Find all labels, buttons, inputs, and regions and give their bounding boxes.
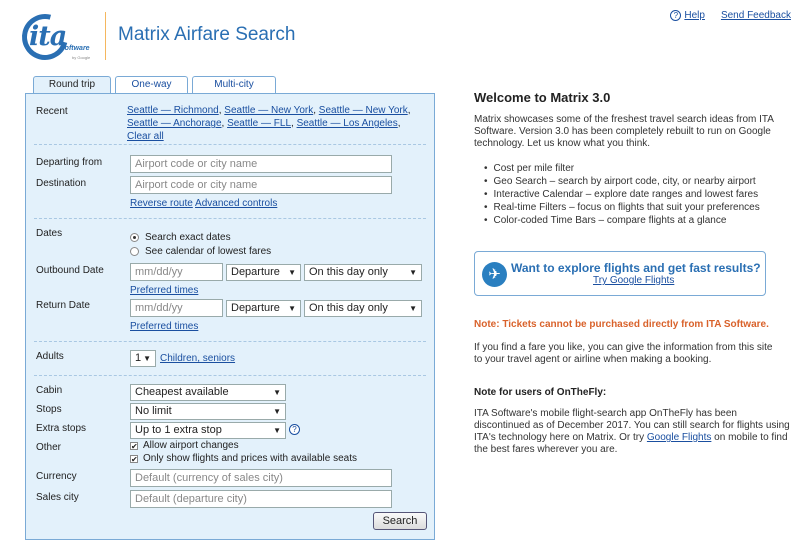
clear-all-link[interactable]: Clear all — [127, 131, 164, 142]
section-divider — [34, 144, 426, 145]
send-feedback-link[interactable]: Send Feedback — [720, 10, 791, 21]
chevron-down-icon: ▼ — [409, 304, 417, 313]
allow-airport-changes-checkbox[interactable]: ✔ Allow airport changes — [131, 440, 239, 451]
tab-multi-city[interactable]: Multi-city — [192, 76, 276, 93]
extra-stops-help-icon[interactable]: ? — [289, 424, 300, 435]
chevron-down-icon: ▼ — [288, 268, 296, 277]
adults-label: Adults — [36, 351, 64, 362]
radio-unselected-icon[interactable] — [130, 247, 139, 256]
extra-stops-label: Extra stops — [36, 423, 87, 434]
booking-note: If you find a fare you like, you can give the information from this site to your travel agent or airline when making a booking. — [474, 342, 773, 365]
ita-software-logo — [22, 14, 94, 60]
list-item: • Geo Search – search by airport code, city, or nearby airport — [484, 175, 774, 188]
list-item: • Cost per mile filter — [484, 162, 774, 175]
outbound-flex-select[interactable]: On this day only ▼ — [304, 264, 422, 281]
only-available-seats-checkbox[interactable]: ✔ Only show flights and prices with available seats — [131, 453, 357, 464]
recent-searches: Seattle — Richmond, Seattle — New York, Seattle — New York, Seattle — Anchorage, Seattle — FLL, Seattle — Los Angeles, Clear all — [127, 105, 411, 142]
tab-round-trip[interactable]: Round trip — [33, 76, 111, 94]
radio-selected-icon[interactable] — [130, 233, 139, 242]
onthefly-note: ITA Software's mobile flight-search app OnTheFly has been discontinued as of December 2017. You can still search for flights using ITA's technology here on Matrix. Or try Google Flights on mobile to find the best fares wherever you are. — [474, 408, 790, 455]
search-form-panel — [25, 93, 435, 540]
trip-type-tabs — [33, 76, 276, 94]
return-type-select[interactable]: Departure ▼ — [226, 300, 301, 317]
outbound-date-input[interactable] — [130, 263, 223, 281]
list-item: • Real-time Filters – focus on flights that suit your preferences — [484, 201, 774, 214]
recent-search-link[interactable]: Seattle — Los Angeles — [296, 118, 398, 129]
sales-city-label: Sales city — [36, 492, 79, 503]
chevron-down-icon: ▼ — [273, 426, 281, 435]
recent-label: Recent — [36, 106, 68, 117]
return-date-input[interactable] — [130, 299, 223, 317]
google-flights-link[interactable]: Google Flights — [646, 432, 712, 443]
chevron-down-icon: ▼ — [273, 388, 281, 397]
list-item: • Color-coded Time Bars – compare flights at a glance — [484, 214, 774, 227]
dates-label: Dates — [36, 228, 63, 239]
destination-input[interactable] — [130, 176, 392, 194]
return-flex-select[interactable]: On this day only ▼ — [304, 300, 422, 317]
welcome-title: Welcome to Matrix 3.0 — [474, 90, 611, 105]
radio-exact-dates[interactable]: Search exact dates — [130, 232, 231, 243]
advanced-controls-link[interactable]: Advanced controls — [195, 198, 278, 209]
cabin-select[interactable]: Cheapest available ▼ — [130, 384, 286, 401]
recent-search-link[interactable]: Seattle — Richmond — [127, 105, 219, 116]
currency-input[interactable] — [130, 469, 392, 487]
stops-select[interactable]: No limit ▼ — [130, 403, 286, 420]
other-label: Other — [36, 442, 62, 453]
logo-text: ita — [29, 21, 67, 52]
tab-one-way[interactable]: One-way — [115, 76, 188, 93]
google-flights-promo — [474, 251, 766, 296]
section-divider — [34, 218, 426, 219]
recent-search-link[interactable]: Seattle — Anchorage — [127, 118, 222, 129]
top-links — [670, 10, 791, 21]
return-preferred-times-link[interactable]: Preferred times — [130, 321, 199, 332]
chevron-down-icon: ▼ — [409, 268, 417, 277]
purchase-note: Note: Tickets cannot be purchased directly from ITA Software. — [474, 319, 769, 330]
promo-question: Want to explore flights and get fast results? — [511, 261, 761, 275]
destination-label: Destination — [36, 178, 87, 189]
logo-by-google: by Google — [72, 55, 91, 60]
radio-calendar[interactable]: See calendar of lowest fares — [130, 246, 271, 257]
airplane-icon: ✈ — [482, 262, 507, 287]
logo-subtext: Software — [60, 45, 90, 52]
onthefly-note-title: Note for users of OnTheFly: — [474, 387, 607, 398]
checkbox-checked-icon[interactable]: ✔ — [131, 441, 138, 451]
recent-search-link[interactable]: Seattle — New York — [318, 105, 408, 116]
departing-input[interactable] — [130, 155, 392, 173]
help-icon[interactable]: ? — [670, 10, 681, 21]
outbound-preferred-times-link[interactable]: Preferred times — [130, 285, 199, 296]
chevron-down-icon: ▼ — [273, 407, 281, 416]
extra-stops-select[interactable]: Up to 1 extra stop ▼ — [130, 422, 286, 439]
chevron-down-icon: ▼ — [143, 354, 151, 363]
outbound-date-label: Outbound Date — [36, 265, 104, 276]
children-seniors-link[interactable]: Children, seniors — [160, 353, 236, 364]
cabin-label: Cabin — [36, 385, 63, 396]
return-date-label: Return Date — [36, 300, 90, 311]
stops-label: Stops — [36, 404, 62, 415]
recent-search-link[interactable]: Seattle — New York — [224, 105, 314, 116]
checkbox-checked-icon[interactable]: ✔ — [131, 454, 138, 464]
welcome-section — [474, 90, 774, 227]
currency-label: Currency — [36, 471, 77, 482]
adults-select[interactable]: 1 ▼ — [130, 350, 156, 367]
section-divider — [34, 375, 426, 376]
welcome-text: Matrix showcases some of the freshest travel search ideas from ITA Software. Version 3.0 has been completely rebuilt to run on Google technology. Let us know what you think. — [474, 114, 774, 149]
header-divider — [105, 12, 106, 60]
reverse-route-link[interactable]: Reverse route — [130, 198, 193, 209]
list-item: • Interactive Calendar – explore date ranges and lowest fares — [484, 188, 774, 201]
recent-search-link[interactable]: Seattle — FLL — [227, 118, 291, 129]
sales-city-input[interactable] — [130, 490, 392, 508]
feature-list — [484, 162, 774, 227]
try-google-flights-link[interactable]: Try Google Flights — [593, 275, 675, 286]
section-divider — [34, 341, 426, 342]
departing-label: Departing from — [36, 157, 103, 168]
search-button[interactable]: Search — [373, 512, 427, 530]
chevron-down-icon: ▼ — [288, 304, 296, 313]
outbound-type-select[interactable]: Departure ▼ — [226, 264, 301, 281]
help-link[interactable]: Help — [684, 10, 705, 21]
page-title: Matrix Airfare Search — [118, 24, 296, 45]
